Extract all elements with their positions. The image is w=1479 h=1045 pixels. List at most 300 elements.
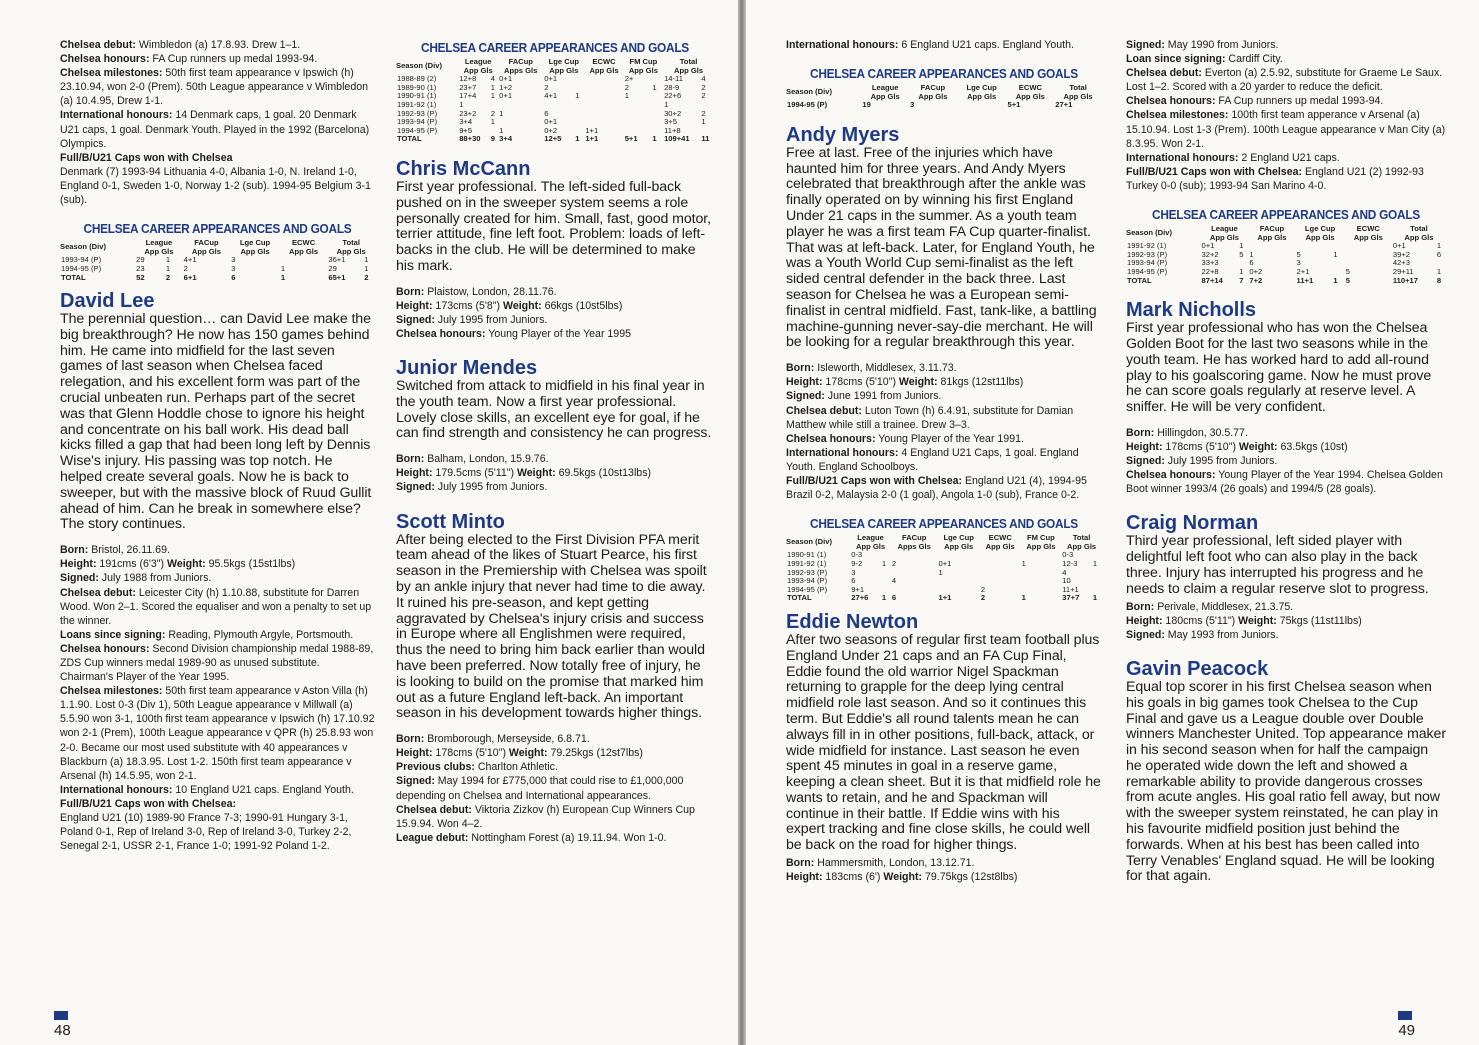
fact-line — [60, 783, 375, 797]
fact-line — [786, 404, 1102, 432]
column-header: ECWC — [1018, 83, 1042, 93]
player-name: Mark Nicholls — [1126, 299, 1257, 322]
table-cell — [316, 274, 328, 283]
fact-label: Chelsea debut: — [60, 39, 136, 51]
fact-label: Weight: — [1238, 441, 1278, 454]
fact-label: Born: — [396, 733, 425, 746]
column-header: Lge Cup — [966, 83, 997, 93]
fact-line — [396, 285, 714, 299]
fact-label: Height: — [396, 467, 433, 480]
fact-value: Denmark (7) 1993-94 Lithuania 4-0, Albania 1-0, N. Ireland 1-0, England 0-1, Sweden 1-0, Norway 1-2 (sub). 1994-95 Belgium 3-1 (sub). — [60, 165, 371, 207]
fact-value: Charlton Athletic. — [474, 761, 558, 774]
column-header: Season (Div) — [786, 537, 832, 547]
fact-label: Weight: — [508, 747, 548, 760]
fact-line — [396, 480, 714, 494]
table-cell: 2 — [891, 558, 897, 568]
table-cell: 5 — [1296, 249, 1301, 259]
fact-line — [786, 375, 1102, 389]
left-page — [0, 0, 738, 1045]
table-cell: 1988-89 (2) — [397, 74, 437, 84]
column-header: ECWC — [291, 238, 316, 248]
fact-label: Signed: — [1126, 628, 1165, 641]
fact-value: Leicester City (h) 1.10.88, substitute for Darren Wood. Won 2–1. Scored the equaliser and won a penalty to set up the winner. — [60, 586, 372, 627]
player-bio: Equal top scorer in his first Chelsea season when his goals in big games took Chelsea to the Cup Final and gave us a League double over Double winners Manchester United. Top appearance maker in his second season when for half the campaign he operated wide down the left and showed a remarkable ability to provide dangerous crosses from acute angles. His goal ratio fell away, but now with the sweeper system reinstated, he can play in his favourite midfield position just behind the forwards. When at his best has been called into Terry Venables' England squad. He will be looking for that again. — [1126, 678, 1446, 885]
table-cell: 1992-93 (P) — [397, 108, 438, 118]
table-cell: 1 — [1436, 267, 1442, 276]
table-cell: 1994-95 (P) — [61, 263, 102, 273]
fact-value: Bromborough, Merseyside, 6.8.71. — [424, 733, 590, 746]
table-cell: 1 — [575, 91, 580, 101]
facts-block — [786, 856, 1102, 892]
table-cell: 2+1 — [1296, 267, 1310, 276]
table-cell: 1992-93 (P) — [787, 567, 828, 577]
column-subheader: App Gls — [856, 541, 886, 551]
table-cell: 2 — [701, 108, 706, 118]
fact-value: 173cms (5'8") — [432, 299, 504, 312]
spacer — [786, 884, 1102, 892]
table-cell: 0+1 — [544, 117, 558, 127]
column-subheader: App Gls — [289, 246, 319, 256]
player-name: Junior Mendes — [396, 357, 538, 380]
column-subheader: App Gls — [985, 541, 1015, 551]
table-cell: 39+2 — [1392, 249, 1410, 259]
table-cell: 2 — [701, 91, 706, 101]
table-cell: 1994-95 (P) — [787, 584, 828, 594]
spacer — [786, 502, 1102, 510]
table-cell: 1991-92 (1) — [1127, 241, 1167, 251]
fact-value: Balham, London, 15.9.76. — [424, 453, 549, 466]
stats-table — [786, 534, 1102, 603]
fact-line — [396, 803, 714, 831]
column-header: Season (Div) — [396, 61, 442, 71]
table-cell — [1051, 551, 1061, 560]
table-cell — [937, 577, 974, 586]
table-cell: 2 — [183, 263, 188, 273]
fact-line — [1126, 454, 1446, 468]
table-cell — [574, 118, 584, 127]
fact-line — [1126, 426, 1446, 440]
fact-label: Born: — [396, 453, 425, 466]
spacer — [60, 207, 375, 215]
table-cell: 22+6 — [664, 91, 682, 101]
table-cell: 2 — [490, 108, 495, 118]
fact-label: League debut: — [396, 831, 469, 844]
table-cell: 29+11 — [1392, 267, 1414, 276]
column-subheader: App Gls — [967, 91, 997, 101]
table-cell: 9+1 — [851, 584, 865, 594]
table-cell: 36+1 — [328, 255, 346, 265]
table-cell — [624, 110, 652, 119]
fact-line — [1126, 94, 1446, 108]
fact-value: 4 England U21 Caps, 1 goal. England Youth. England Schoolboys. — [786, 446, 1079, 473]
fact-value: May 1990 from Juniors. — [1164, 39, 1279, 51]
table-cell — [584, 92, 619, 101]
stats-grid — [396, 58, 714, 144]
column-subheader: Apps Gls — [504, 65, 538, 75]
table-cell — [1051, 569, 1061, 578]
spacer — [1126, 642, 1446, 650]
table-cell: 0+1 — [499, 91, 513, 101]
fact-label: Signed: — [1126, 455, 1165, 468]
table-cell — [498, 101, 538, 110]
player-name: Scott Minto — [396, 510, 505, 533]
table-cell — [1011, 551, 1021, 560]
column-header: Total — [1410, 224, 1428, 234]
table-cell: 4 — [891, 576, 897, 586]
fact-line — [60, 797, 375, 811]
table-row — [786, 594, 1102, 603]
fact-line — [60, 811, 375, 853]
table-cell: 3 — [851, 567, 856, 577]
fact-line — [1126, 440, 1446, 454]
fact-value: FA Cup runners up medal 1993-94. — [149, 53, 318, 66]
fact-line — [60, 66, 375, 108]
fact-value: 6 England U21 caps. England Youth. — [898, 39, 1074, 51]
spacer — [1126, 193, 1446, 201]
table-cell: 3 — [910, 100, 915, 110]
fact-line — [60, 571, 375, 585]
fact-line — [60, 586, 375, 628]
table-cell: 22+8 — [1201, 267, 1219, 276]
fact-label: Full/B/U21 Caps won with Chelsea: — [1126, 165, 1303, 178]
table-cell: 1 — [1249, 249, 1254, 259]
fact-value: 179.5cms (5'11") — [432, 467, 517, 480]
player-name: Gavin Peacock — [1126, 657, 1269, 680]
table-cell: TOTAL — [61, 272, 86, 282]
table-row — [1126, 277, 1446, 286]
table-cell: 37+7 — [1062, 593, 1080, 603]
player-name: Craig Norman — [1126, 512, 1259, 535]
table-cell: 1 — [1021, 558, 1026, 568]
table-cell — [574, 110, 584, 119]
table-cell: 52 — [136, 272, 145, 282]
table-cell — [1248, 242, 1290, 251]
fact-value: June 1991 from Juniors. — [824, 390, 942, 403]
column-subheader: App Gls — [1353, 232, 1383, 242]
fact-line — [60, 543, 375, 557]
table-cell: 6 — [891, 593, 897, 603]
fact-label: International honours: — [1126, 151, 1239, 164]
fact-value: 178cms (5'10") — [1162, 441, 1239, 454]
table-cell: 23+2 — [459, 108, 477, 118]
column-subheader: App Gls — [918, 91, 948, 101]
table-cell: 1 — [1239, 267, 1244, 276]
fact-label: Weight: — [1238, 614, 1277, 627]
table-cell: 8 — [1436, 275, 1442, 285]
table-cell: 4 — [1062, 567, 1067, 577]
spacer — [396, 341, 714, 349]
fact-label: Chelsea honours: — [60, 642, 150, 655]
table-cell: 2 — [980, 584, 986, 594]
table-cell: 0-3 — [851, 550, 863, 560]
table-cell: 27+6 — [851, 593, 869, 603]
fact-label: Previous clubs: — [396, 761, 475, 774]
table-cell: 1993-94 (P) — [397, 117, 438, 127]
stats-table-title: CHELSEA CAREER APPEARANCES AND GOALS — [83, 221, 352, 237]
right-page — [746, 0, 1479, 1045]
table-cell: 1 — [280, 272, 286, 282]
fact-value: July 1995 from Juniors. — [434, 313, 548, 326]
fact-value: 50th first team appearance v Aston Villa (h) 1.1.90. Lost 0-3 (Div 1), 50th League appearance v Millwall (a) 5.5.90 won 3-1, 100th first team appearance v Ipswich (h) 17.10.92 won 2-1 (Prem), 100th League appearance v QPR (h) 25.8.93 won 2-0. Became our most used substitute with 40 appearances v Blackburn (a) 18.3.95. Lost 1-2. 150th first team appearance v Arsenal (h) 14.5.95, won 2-1. — [60, 685, 375, 782]
table-cell: 1 — [165, 263, 171, 273]
table-cell: 11 — [701, 134, 710, 144]
table-cell — [891, 551, 926, 560]
stats-table-title: CHELSEA CAREER APPEARANCES AND GOALS — [421, 40, 689, 55]
fact-label: Weight: — [167, 558, 206, 571]
table-cell: 1 — [280, 263, 286, 273]
fact-value: Hillingdon, 30.5.77. — [1154, 426, 1248, 439]
column-subheader: App Gls — [1209, 232, 1239, 242]
table-cell: 2 — [624, 82, 629, 92]
table-cell: 1 — [499, 108, 504, 118]
stats-table — [786, 84, 1102, 110]
column-header: ECWC — [592, 57, 616, 66]
fact-line — [396, 299, 714, 313]
facts-block — [786, 38, 1102, 60]
table-cell: 1990-91 (1) — [397, 91, 437, 101]
table-cell — [1380, 242, 1391, 251]
column-header: Total — [1069, 83, 1087, 93]
player-bio: After two seasons of regular first team football plus England Under 21 caps and an FA Cup Final, Eddie found the old warrior Nigel Spackman returning to grapple for the deep lying central midfield role last season. And so it continues this term. But Eddie's all round talents mean he can always fill in in other positions, full-back, attack, or wide midfield for instance. Last season he even spent 45 minutes in goal in a reserve game, keeping a clean sheet. But it is that midfield role he wants to retain, and he and Spackman will continue in their battle. If Eddie wins with his expert tracking and fine close skills, he could well be back on the road for higher things. — [786, 631, 1101, 854]
table-cell: 1+1 — [585, 134, 599, 144]
table-cell: 1 — [624, 91, 629, 101]
column-header: League — [871, 83, 899, 93]
table-row — [786, 560, 1102, 569]
fact-label: Full/B/U21 Caps won with Chelsea: — [60, 797, 237, 810]
table-cell: 1 — [364, 263, 369, 273]
table-cell — [926, 569, 937, 578]
table-cell: 6 — [1436, 249, 1442, 259]
table-cell: 1 — [364, 255, 369, 265]
facts-block — [1126, 38, 1446, 201]
fact-label: Loans since signing: — [60, 628, 166, 641]
table-cell: 29 — [328, 263, 337, 273]
fact-value: Everton (a) 2.5.92, substitute for Graeme Le Saux. Lost 1–2. Scored with a 20 yarder to reduce the deficit. — [1126, 67, 1443, 94]
fact-label: Chelsea honours: — [60, 53, 150, 66]
table-cell: 2 — [980, 593, 986, 603]
fact-label: Chelsea debut: — [786, 404, 862, 417]
table-cell: 17+4 — [459, 91, 477, 101]
fact-label: Height: — [60, 558, 97, 571]
table-cell: 7+2 — [1249, 275, 1263, 285]
table-cell: 4 — [490, 74, 495, 84]
column-subheader: App Gls — [1063, 91, 1093, 101]
table-cell: 1993-94 (P) — [1127, 258, 1168, 268]
fact-value: Cardiff City. — [1225, 53, 1283, 66]
fact-label: International honours: — [786, 39, 899, 51]
table-cell — [891, 569, 926, 578]
fact-label: Signed: — [786, 390, 825, 403]
table-cell: 3 — [1296, 258, 1301, 268]
fact-label: Weight: — [883, 871, 923, 884]
fact-label: Born: — [786, 362, 815, 375]
column-header: FM Cup — [629, 57, 658, 66]
table-cell — [1092, 569, 1102, 578]
table-cell: 5 — [1345, 267, 1350, 276]
table-cell — [280, 256, 316, 265]
fact-value: England U21 (2) 1992-93 Turkey 0-0 (sub); 1993-94 San Marino 4-0. — [1126, 165, 1424, 192]
table-cell: TOTAL — [397, 134, 422, 144]
stats-grid — [786, 534, 1102, 603]
table-row — [786, 569, 1102, 578]
fact-value: 79.75kgs (12st8lbs) — [922, 871, 1018, 884]
facts-block — [1126, 426, 1446, 504]
player-bio: Third year professional, left sided player with delightful left foot who can also play in the back three. Injury has interrupted his progress and he needs to claim a regular reserve slot to progress. — [1126, 533, 1429, 597]
table-cell: 30+2 — [664, 108, 682, 118]
table-cell — [1380, 251, 1391, 260]
table-cell — [268, 256, 280, 265]
column-header: FACup — [901, 533, 927, 543]
fact-line — [60, 165, 375, 207]
page-number — [54, 1011, 71, 1039]
table-cell: 1 — [1092, 558, 1098, 568]
fact-value: 178cms (5'10") — [432, 747, 509, 760]
table-cell: 1 — [575, 134, 580, 144]
fact-label: Born: — [1126, 600, 1155, 613]
table-cell — [584, 110, 619, 119]
table-cell — [1380, 268, 1391, 277]
fact-label: Signed: — [396, 775, 435, 788]
table-cell: 9+5 — [459, 125, 473, 135]
table-cell — [926, 586, 937, 595]
fact-line — [1126, 614, 1446, 628]
table-cell — [498, 118, 538, 127]
table-cell — [980, 551, 1011, 560]
table-cell — [1097, 101, 1102, 110]
column-header: Lge Cup — [943, 533, 974, 543]
spacer — [396, 495, 714, 503]
column-subheader: App Gls — [673, 65, 704, 75]
table-cell — [268, 265, 280, 274]
table-cell — [651, 118, 663, 127]
table-cell: 32+2 — [1201, 249, 1219, 259]
table-cell: 1990-91 (1) — [787, 550, 827, 560]
table-cell — [1011, 586, 1021, 595]
table-cell: 2 — [364, 272, 369, 282]
fact-line — [786, 446, 1102, 474]
table-cell — [945, 101, 957, 110]
stats-table-title: CHELSEA CAREER APPEARANCES AND GOALS — [810, 516, 1078, 532]
table-cell: 12-3 — [1062, 558, 1078, 568]
fact-label: Signed: — [396, 481, 435, 494]
column-subheader: App Gls — [628, 65, 658, 75]
fact-label: Chelsea debut: — [1126, 67, 1202, 80]
fact-value: Young Player of the Year 1991. — [875, 432, 1024, 445]
fact-label: Chelsea milestones: — [60, 67, 163, 80]
table-cell: 1 — [881, 558, 887, 568]
table-cell: 1 — [459, 99, 464, 109]
player-name: Chris McCann — [396, 157, 531, 180]
table-cell — [901, 101, 909, 110]
fact-value: 180cms (5'11") — [1162, 614, 1239, 627]
table-row — [786, 577, 1102, 586]
column-header: Lge Cup — [548, 57, 579, 66]
column-header: Season (Div) — [60, 242, 106, 252]
column-subheader: App Gls — [549, 65, 579, 75]
table-cell: 2 — [165, 272, 171, 282]
fact-label: Chelsea honours: — [1126, 469, 1216, 482]
fact-value: July 1995 from Juniors. — [434, 481, 548, 494]
fact-label: Born: — [1126, 426, 1155, 439]
table-cell: 1991-92 (1) — [787, 558, 827, 568]
table-cell: 1 — [490, 82, 495, 92]
fact-line — [1126, 165, 1446, 193]
table-cell: TOTAL — [787, 593, 812, 603]
table-cell: 1989-90 (1) — [397, 82, 437, 92]
facts-block — [396, 732, 714, 853]
table-cell — [1051, 586, 1061, 595]
fact-line — [1126, 628, 1446, 642]
table-cell: 6 — [1249, 258, 1254, 268]
fact-line — [786, 856, 1102, 870]
fact-label: Chelsea milestones: — [1126, 109, 1229, 122]
table-cell: 110+17 — [1392, 275, 1418, 285]
table-cell — [980, 560, 1011, 569]
table-cell — [1051, 594, 1061, 603]
fact-label: Height: — [396, 747, 433, 760]
player-bio: Switched from attack to midfield in his final year in the youth team. Now a first year professional. Lovely close skills, an excellent eye for goal, if he can find strength and consistency he can progress. — [396, 378, 712, 442]
table-cell: 5 — [1239, 249, 1244, 259]
table-cell: 0+2 — [544, 125, 558, 135]
table-cell: 1+2 — [499, 82, 513, 92]
stats-grid — [60, 239, 375, 282]
table-cell: 4+1 — [544, 91, 558, 101]
fact-value: Nottingham Forest (a) 19.11.94. Won 1-0. — [468, 831, 667, 844]
table-cell: 1 — [664, 99, 669, 109]
table-cell: 5+1 — [1007, 100, 1021, 110]
table-cell — [957, 101, 982, 110]
table-cell — [926, 577, 937, 586]
fact-label: Born: — [786, 857, 815, 870]
table-cell — [1380, 277, 1391, 286]
fact-value: 191cms (6'3") — [96, 558, 168, 571]
table-cell: 0+1 — [499, 74, 513, 84]
table-cell — [624, 118, 652, 127]
table-cell: 2 — [544, 82, 549, 92]
fact-value: Reading, Plymouth Argyle, Portsmouth. — [165, 628, 354, 641]
fact-value: 79.25kgs (12st7lbs) — [547, 747, 643, 760]
player-name: David Lee — [60, 290, 155, 313]
player-bio: Free at last. Free of the injuries which have haunted him for three years. And Andy Myers celebrated that breakthrough after the ankle was finally operated on by winning his first England Under 21 caps in the summer. As a youth team player he was a first team FA Cup quarter-finalist. That was at left-back. Later, for England Youth, he was a Youth World Cup semi-finalist as the left sided central defender in the back three. Last season for Chelsea he was a European semi-finalist in central midfield. Fast, tank-like, a battling machine-gunning never-say-die merchant. He will be looking for a regular breakthrough this year. — [786, 144, 1097, 351]
fact-line — [786, 432, 1102, 446]
fact-label: Chelsea milestones: — [60, 685, 163, 698]
column-subheader: Apps Gls — [897, 541, 931, 551]
fact-label: Born: — [396, 285, 425, 298]
table-cell — [1011, 594, 1021, 603]
column-header: FACup — [920, 83, 946, 93]
table-row — [786, 101, 1102, 110]
fact-value: Bristol, 26.11.69. — [88, 544, 170, 557]
table-cell — [1011, 560, 1021, 569]
table-cell — [584, 101, 619, 110]
table-cell — [1332, 259, 1344, 268]
fact-label: Height: — [786, 376, 823, 389]
fact-line — [1126, 108, 1446, 150]
fact-line — [1126, 52, 1446, 66]
table-cell — [1092, 577, 1102, 586]
table-cell: 11+1 — [1062, 584, 1079, 594]
fact-label: Born: — [60, 544, 89, 557]
table-cell: 3 — [231, 255, 236, 265]
column-header: Season (Div) — [786, 87, 832, 97]
page-number — [1398, 1011, 1415, 1039]
column-subheader: App Gls — [1404, 232, 1434, 242]
table-cell: 1 — [1333, 275, 1338, 285]
table-cell: 2 — [701, 82, 706, 92]
fact-value: 69.5kgs (10st13lbs) — [555, 467, 652, 480]
table-cell: 23 — [136, 263, 145, 273]
table-cell: 4+1 — [183, 255, 197, 265]
